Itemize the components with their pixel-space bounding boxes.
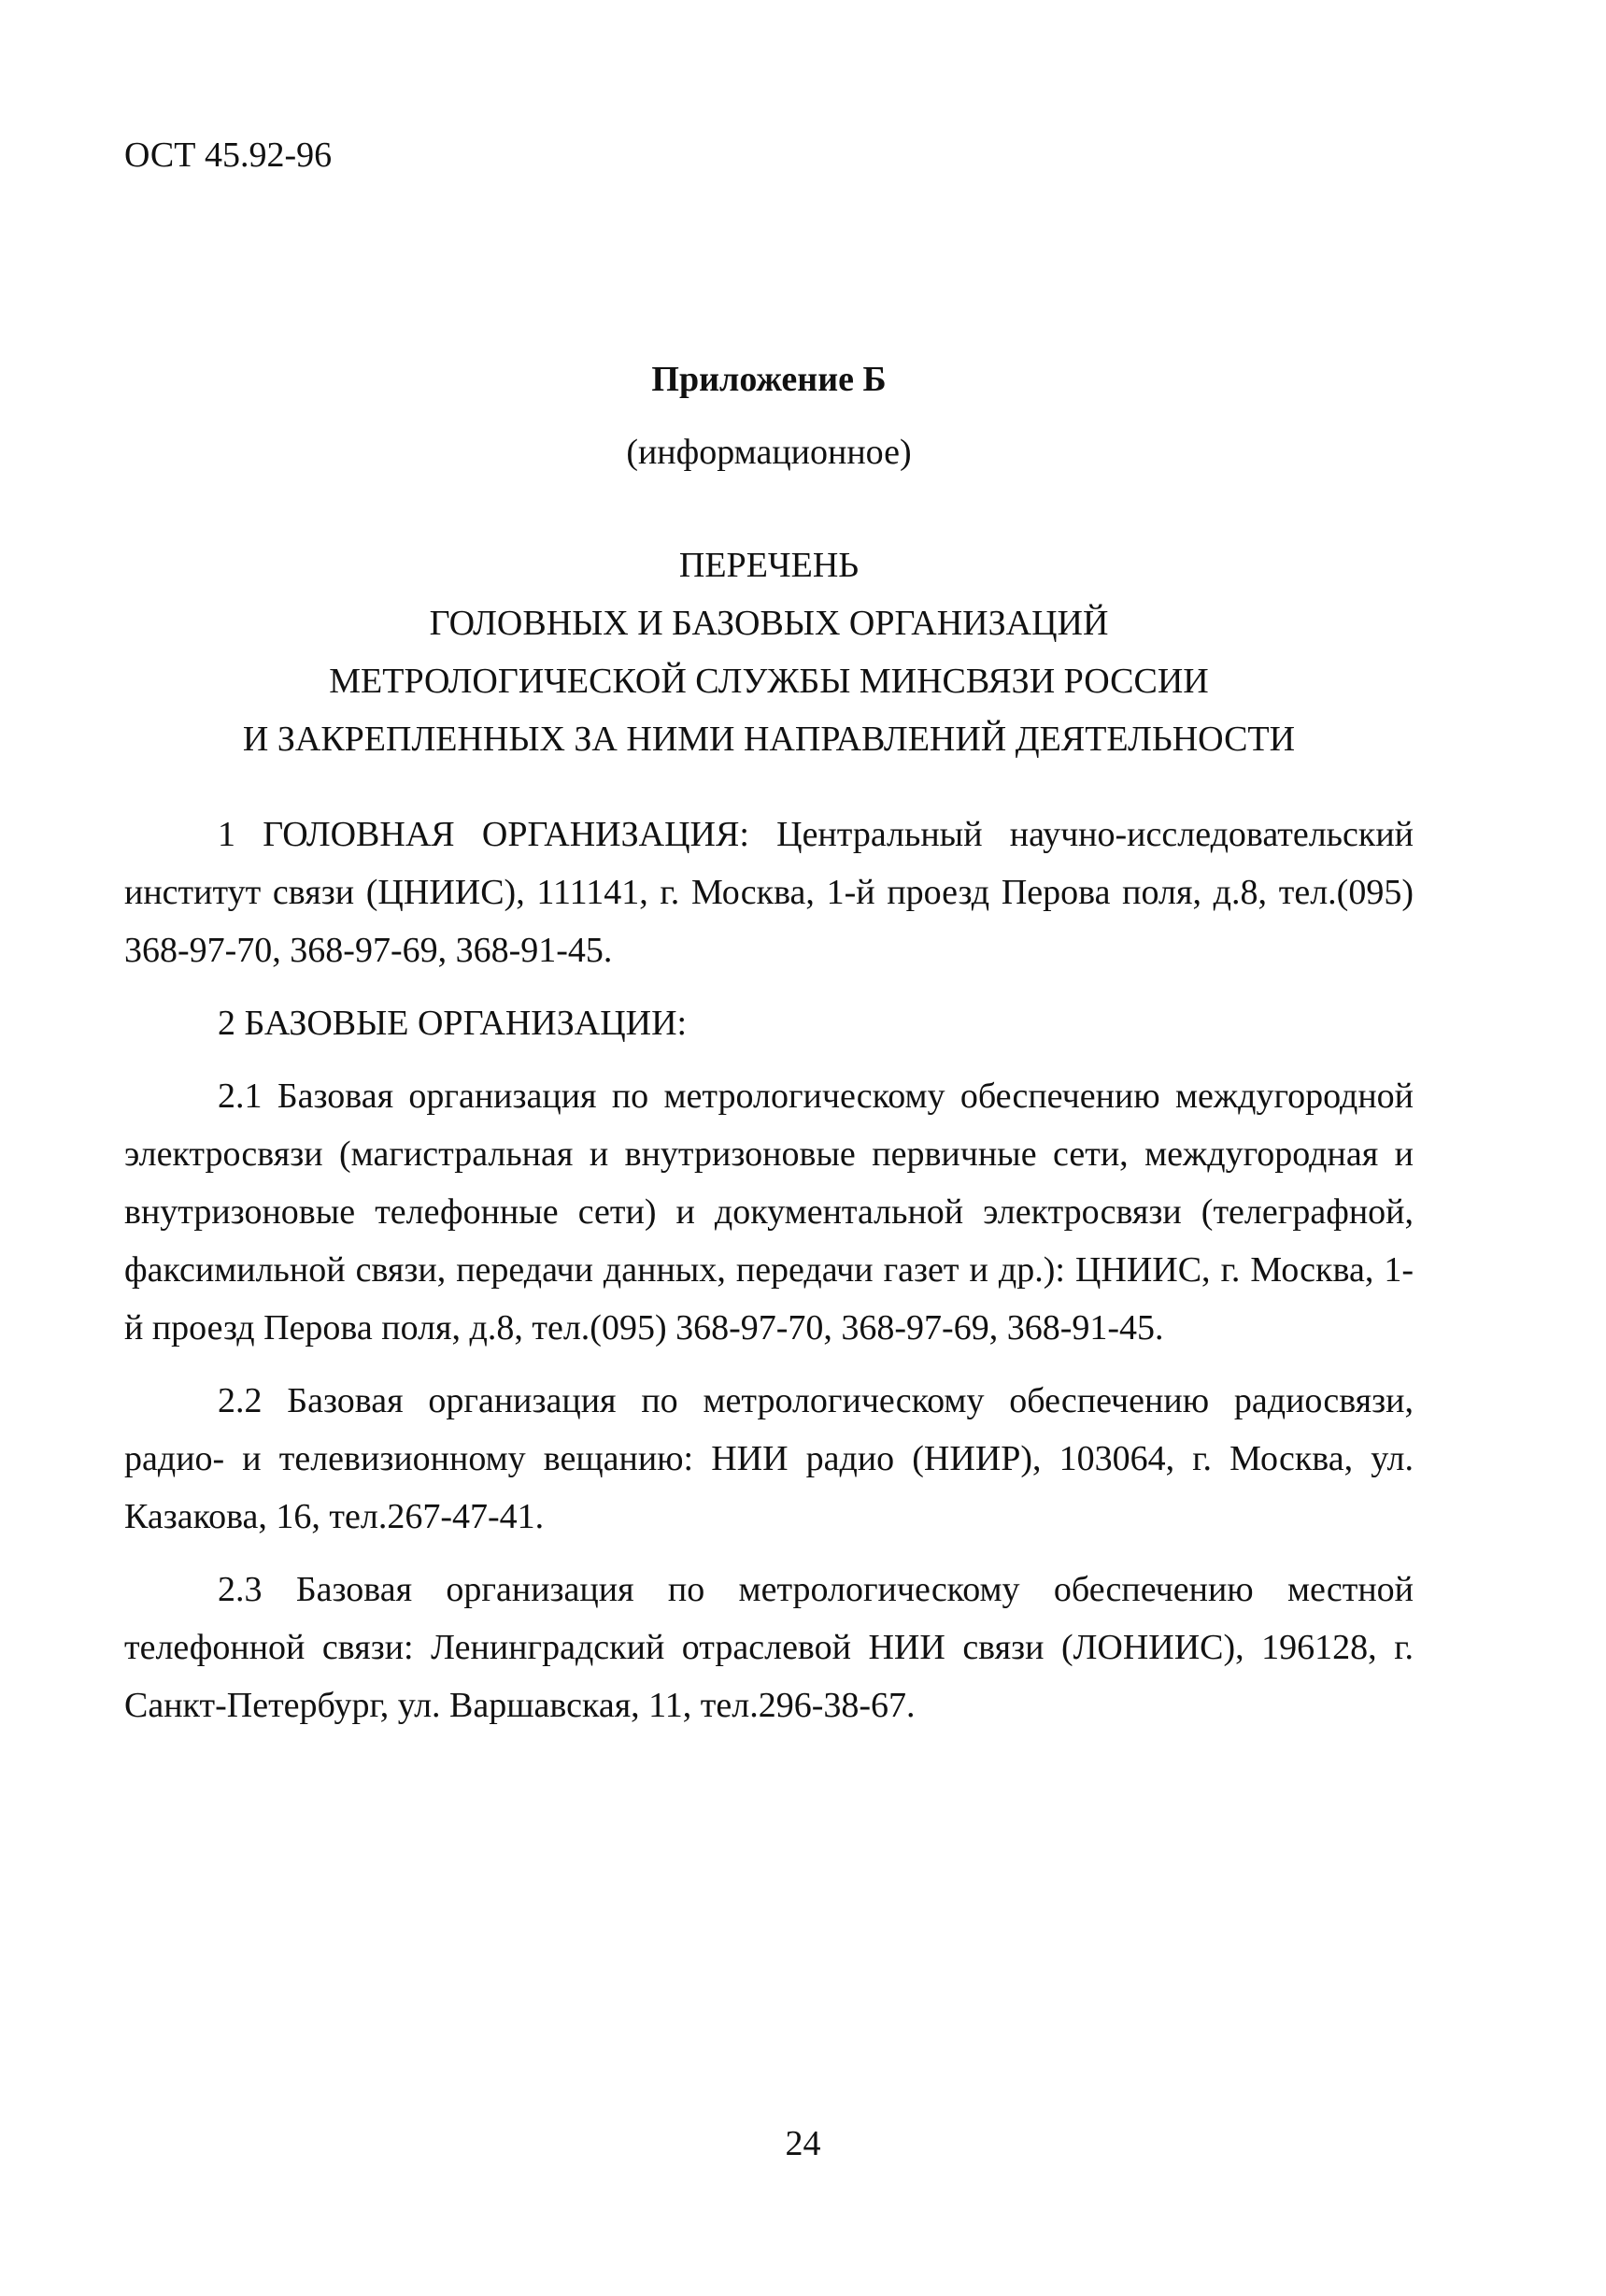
document-body [124,806,1414,1734]
paragraph-2-2: 2.2 Базовая организация по метрологическому обеспечению радиосвязи, радио- и телевизионному вещанию: НИИ радио (НИИР), 103064, г. Москва, ул. Казакова, 16, тел.267-47-41. [124,1381,1414,1536]
appendix-title: Приложение Б [651,360,887,399]
paragraph-2-3: 2.3 Базовая организация по метрологическому обеспечению местной телефонной связи: Ленинградский отраслевой НИИ связи (ЛОНИИС), 196128, г. Санкт-Петербург, ул. Варшавская, 11, тел.296-38-67. [124,1570,1414,1725]
heading-line: ГОЛОВНЫХ И БАЗОВЫХ ОРГАНИЗАЦИЙ [429,604,1109,643]
heading-line: И ЗАКРЕПЛЕННЫХ ЗА НИМИ НАПРАВЛЕНИЙ ДЕЯТЕЛЬНОСТИ [242,720,1296,759]
heading-line: МЕТРОЛОГИЧЕСКОЙ СЛУЖБЫ МИНСВЯЗИ РОССИИ [329,662,1209,701]
paragraph-head-organization: 1 ГОЛОВНАЯ ОРГАНИЗАЦИЯ: Центральный научно-исследовательский институт связи (ЦНИИС), 111141, г. Москва, 1-й проезд Перова поля, д.8, тел.(095) 368-97-70, 368-97-69, 368-91-45. [124,815,1414,970]
paragraph-2-1: 2.1 Базовая организация по метрологическому обеспечению междугородной электросвязи (магистральная и внутризоновые первичные сети, междугородная и внутризоновые телефонные сети) и документальной электросвязи (телеграфной, факсимильной связи, передачи данных, передачи газет и др.): ЦНИИС, г. Москва, 1-й проезд Перова поля, д.8, тел.(095) 368-97-70, 368-97-69, 368-91-45. [124,1077,1414,1348]
heading-line: ПЕРЕЧЕНЬ [678,546,860,585]
appendix-type: (информационное) [626,433,912,472]
document-heading [124,536,1414,768]
paragraph-base-organizations: 2 БАЗОВЫЕ ОРГАНИЗАЦИИ: [218,1004,688,1043]
document-code: ОСТ 45.92-96 [124,135,333,175]
page-number: 24 [785,2124,821,2163]
